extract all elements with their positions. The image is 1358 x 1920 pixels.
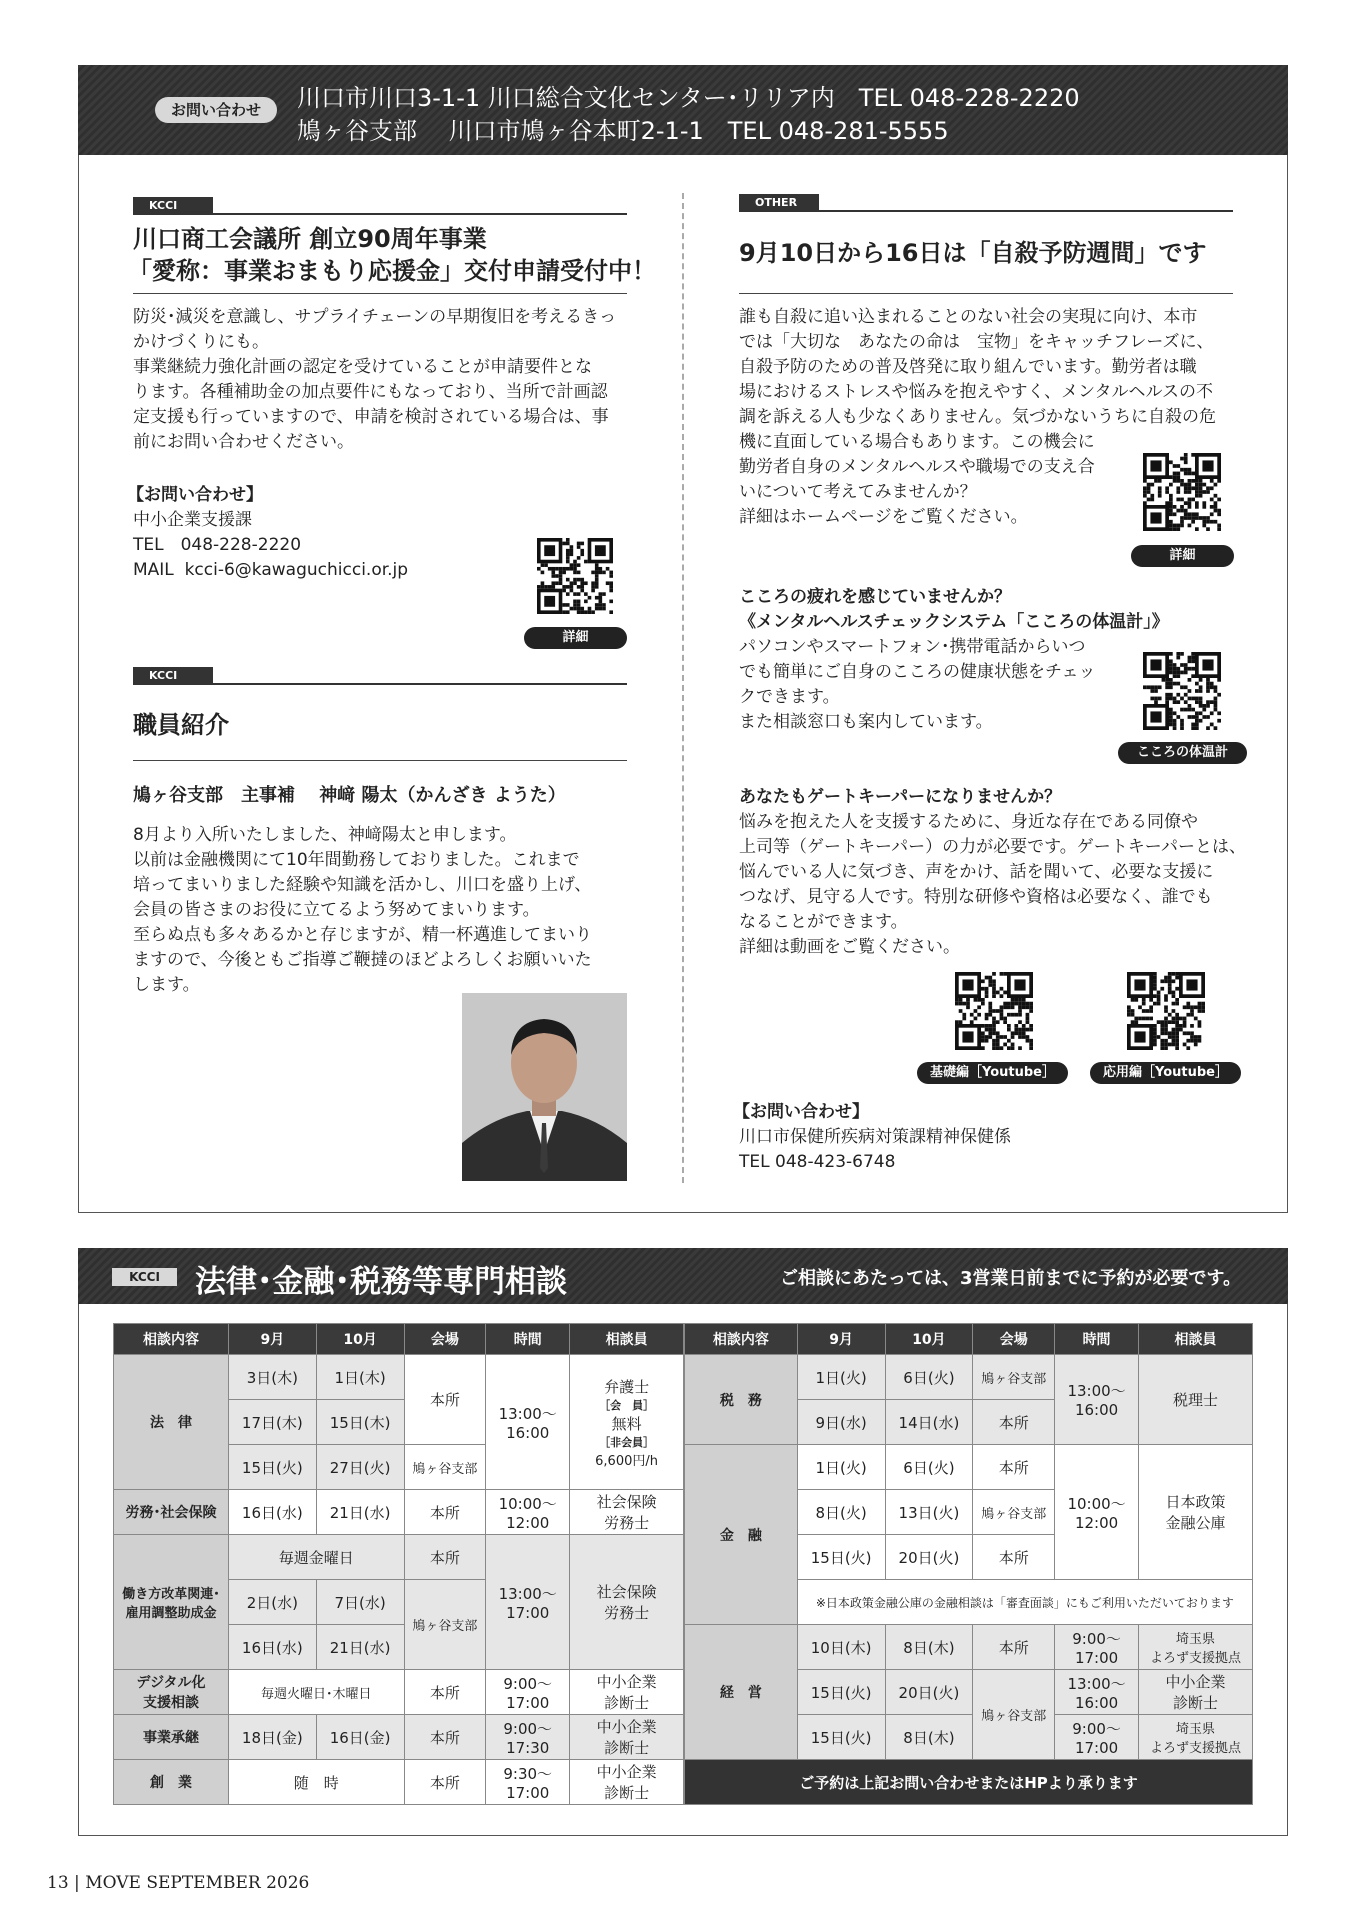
date-cell: 2日(水) — [228, 1580, 316, 1625]
col-header: 相談内容 — [114, 1324, 229, 1355]
date-cell: 15日(火) — [797, 1715, 885, 1760]
venue-cell: 本所 — [973, 1445, 1055, 1490]
consult-table-right — [684, 1323, 1253, 1805]
inquiry-mail[interactable]: MAIL kcci-6@kawaguchicci.or.jp — [133, 560, 409, 580]
staff-body: 8月より入所いたしました、神﨑陽太と申します。 以前は金融機関にて10年間勤務しておりました。これまで 培ってまいりました経験や知識を活かし、川口を盛り上げ、 会員の皆さまのお役に立てるよう努めてまいります。 至らぬ点も多々あるかと存じますが、精一杯邁進してまいり ますので、今後ともご指導ご鞭撻のほどよろしくお願いいた します。 — [133, 825, 592, 995]
staff-cell: 社会保険 労務士 — [570, 1535, 684, 1670]
page-footer — [47, 1873, 309, 1893]
category-management: 経 営 — [685, 1625, 798, 1760]
col-header: 時間 — [1055, 1324, 1139, 1355]
venue-cell: 鳩ヶ谷支部 — [404, 1580, 486, 1670]
section-body: 誰も自殺に追い込まれることのない社会の実現に向け、本市 では「大切な あなたの命は 宝物」をキャッチフレーズに、 自殺予防のための普及啓発に取り組んでいます。勤労者は職 場におけるストレスや悩みを抱えやすく、メンタルヘルスの不 調を訴える人も少なくありません。気づかないうちに自殺の危 機に直面している場合もあります。この機会に 勤労者自身のメンタルヘルスや職場での支え合 いについて考えてみませんか？ 詳細はホームページをご覧ください。 — [739, 307, 1217, 527]
inquiry-dept: 川口市保健所疾病対策課精神保健係 — [739, 1127, 1011, 1147]
time-cell: 13:00～ 16:00 — [1055, 1355, 1139, 1445]
staff-nonmember-label: ［非会員］ — [599, 1435, 655, 1449]
kcci-tag: KCCI — [112, 1268, 177, 1286]
date-cell: 27日(火) — [316, 1445, 404, 1490]
category-succession: 事業承継 — [114, 1715, 229, 1760]
inquiry-tel: TEL 048-228-2220 — [133, 535, 302, 555]
staff-cell: 税理士 — [1139, 1355, 1253, 1445]
date-cell: 6日(火) — [885, 1445, 973, 1490]
date-cell: 8日(木) — [885, 1715, 973, 1760]
date-cell: 16日(金) — [316, 1715, 404, 1760]
tag-rule — [133, 683, 627, 685]
col-header: 9月 — [797, 1324, 885, 1355]
youtube-basic-button[interactable]: 基礎編［Youtube］ — [917, 1062, 1068, 1084]
date-cell: 9日(水) — [797, 1400, 885, 1445]
staff-portrait — [462, 993, 627, 1181]
subsection-title: こころの疲れを感じていませんか？ — [739, 587, 1011, 607]
date-cell: 15日(火) — [797, 1670, 885, 1715]
venue-cell: 本所 — [973, 1625, 1055, 1670]
staff-cell — [570, 1355, 684, 1490]
time-cell: 9:00～ 17:00 — [486, 1670, 570, 1715]
time-cell: 9:30～ 17:00 — [486, 1760, 570, 1805]
inquiry-heading: 【お問い合わせ】 — [127, 485, 263, 505]
detail-button[interactable]: 詳細 — [524, 627, 627, 649]
subsection-body: パソコンやスマートフォン･携帯電話からいつ でも簡単にご自身のこころの健康状態をチェッ クできます。 また相談窓口も案内しています。 — [739, 637, 1096, 732]
staff-nonmember-fee: 6,600円/h — [595, 1453, 658, 1469]
category-reform: 働き方改革関連･ 雇用調整助成金 — [114, 1535, 229, 1670]
venue-cell: 本所 — [404, 1355, 486, 1445]
title-rule — [739, 293, 1233, 294]
venue-cell: 鳩ヶ谷支部 — [404, 1445, 486, 1490]
date-cell: 13日(火) — [885, 1490, 973, 1535]
subsection-title: あなたもゲートキーパーになりませんか？ — [739, 787, 1062, 807]
time-cell: 9:00～ 17:00 — [1055, 1625, 1139, 1670]
section-title: 川口商工会議所 創立90周年事業 — [133, 225, 487, 253]
date-cell: 7日(水) — [316, 1580, 404, 1625]
col-header: 相談員 — [570, 1324, 684, 1355]
col-header: 相談内容 — [685, 1324, 798, 1355]
category-tax: 税 務 — [685, 1355, 798, 1445]
contact-line-2: 鳩ヶ谷支部 川口市鳩ヶ谷本町2-1-1 TEL 048-281-5555 — [297, 117, 949, 145]
date-cell: 6日(火) — [885, 1355, 973, 1400]
date-cell: 16日(水) — [228, 1625, 316, 1670]
staff-cell: 埼玉県 よろず支援拠点 — [1139, 1625, 1253, 1670]
section-title: 9月10日から16日は「自殺予防週間」です — [739, 239, 1207, 267]
title-rule — [133, 760, 627, 761]
date-cell: 15日(火) — [797, 1535, 885, 1580]
contact-line-1: 川口市川口3-1-1 川口総合文化センター･リリア内 TEL 048-228-2220 — [297, 84, 1080, 112]
venue-cell: 鳩ヶ谷支部 — [973, 1670, 1055, 1760]
date-cell: 18日(金) — [228, 1715, 316, 1760]
consult-title: 法律･金融･税務等専門相談 — [195, 1264, 567, 1300]
date-cell: 毎週火曜日･木曜日 — [228, 1670, 404, 1715]
staff-name: 鳩ヶ谷支部 主事補 神﨑 陽太（かんざき ようた） — [133, 785, 566, 806]
date-cell: 8日(木) — [885, 1625, 973, 1670]
category-startup: 創 業 — [114, 1760, 229, 1805]
staff-photo — [462, 993, 627, 1181]
date-cell: 3日(木) — [228, 1355, 316, 1400]
venue-cell: 本所 — [404, 1490, 486, 1535]
venue-cell: 本所 — [973, 1400, 1055, 1445]
qr-code[interactable] — [1127, 972, 1205, 1050]
date-cell: 15日(木) — [316, 1400, 404, 1445]
venue-cell: 鳩ヶ谷支部 — [973, 1490, 1055, 1535]
footer-separator: | — [74, 1873, 80, 1893]
date-cell: 16日(水) — [228, 1490, 316, 1535]
page-number: 13 — [47, 1873, 69, 1893]
contact-pill: お問い合わせ — [155, 97, 277, 123]
time-cell: 13:00～ 17:00 — [486, 1535, 570, 1670]
other-tag: OTHER — [739, 194, 819, 211]
time-cell: 9:00～ 17:00 — [1055, 1715, 1139, 1760]
staff-cell: 日本政策 金融公庫 — [1139, 1445, 1253, 1580]
date-cell: 1日(火) — [797, 1445, 885, 1490]
venue-cell: 本所 — [973, 1535, 1055, 1580]
date-cell: 20日(火) — [885, 1535, 973, 1580]
col-header: 10月 — [316, 1324, 404, 1355]
col-header: 会場 — [973, 1324, 1055, 1355]
date-cell: 8日(火) — [797, 1490, 885, 1535]
date-cell: 14日(水) — [885, 1400, 973, 1445]
qr-code[interactable] — [955, 972, 1033, 1050]
col-header: 相談員 — [1139, 1324, 1253, 1355]
staff-member-fee: 無料 — [611, 1414, 642, 1433]
time-cell: 9:00～ 17:30 — [486, 1715, 570, 1760]
kcci-tag: KCCI — [133, 197, 213, 214]
staff-member-label: ［会 員］ — [599, 1398, 655, 1412]
section-title-2: 「愛称：事業おまもり応援金」交付申請受付中！ — [128, 257, 656, 285]
staff-cell: 中小企業 診断士 — [1139, 1670, 1253, 1715]
staff-cell: 中小企業 診断士 — [570, 1760, 684, 1805]
qr-code[interactable] — [537, 538, 613, 614]
staff-cell: 中小企業 診断士 — [570, 1670, 684, 1715]
date-cell: 随 時 — [228, 1760, 404, 1805]
category-finance: 金 融 — [685, 1445, 798, 1625]
time-cell: 13:00～ 16:00 — [486, 1355, 570, 1490]
staff-lawyer: 弁護士 — [604, 1377, 650, 1396]
date-cell: 21日(水) — [316, 1625, 404, 1670]
inquiry-heading: 【お問い合わせ】 — [733, 1102, 869, 1122]
col-header: 時間 — [486, 1324, 570, 1355]
inquiry-dept: 中小企業支援課 — [133, 510, 252, 530]
kcci-tag: KCCI — [133, 667, 213, 684]
youtube-advanced-button[interactable]: 応用編［Youtube］ — [1090, 1062, 1241, 1084]
date-cell: 17日(木) — [228, 1400, 316, 1445]
inquiry-tel: TEL 048-423-6748 — [739, 1152, 896, 1172]
time-cell: 10:00～ 12:00 — [1055, 1445, 1139, 1580]
qr-code[interactable] — [1143, 453, 1221, 531]
subsection-title-2: 《メンタルヘルスチェックシステム「こころの体温計」》 — [739, 612, 1169, 632]
magazine-name: MOVE SEPTEMBER 2026 — [85, 1873, 310, 1893]
staff-cell: 中小企業 診断士 — [570, 1715, 684, 1760]
date-cell: 15日(火) — [228, 1445, 316, 1490]
tag-rule — [739, 210, 1233, 212]
col-header: 9月 — [228, 1324, 316, 1355]
time-cell: 13:00～ 16:00 — [1055, 1670, 1139, 1715]
qr-code[interactable] — [1143, 652, 1221, 730]
venue-cell: 本所 — [404, 1670, 486, 1715]
date-cell: 1日(木) — [316, 1355, 404, 1400]
category-labor: 労務･社会保険 — [114, 1490, 229, 1535]
reservation-note: ご予約は上記お問い合わせまたはHPより承ります — [685, 1760, 1253, 1805]
kokoro-button[interactable]: こころの体温計 — [1118, 742, 1247, 764]
staff-cell: 埼玉県 よろず支援拠点 — [1139, 1715, 1253, 1760]
venue-cell: 本所 — [404, 1760, 486, 1805]
subsection-body: 悩みを抱えた人を支援するために、身近な存在である同僚や 上司等（ゲートキーパー）の力が必要です。ゲートキーパーとは、 悩んでいる人に気づき、声をかけ、話を聞いて、必要な支援に つなげ、見守る人です。特別な研修や資格は必要なく、誰でも なることができます。 詳細は動画をご覧ください。 — [739, 812, 1246, 957]
staff-title: 職員紹介 — [133, 711, 229, 739]
date-cell: 1日(火) — [797, 1355, 885, 1400]
category-law: 法 律 — [114, 1355, 229, 1490]
date-cell: 20日(火) — [885, 1670, 973, 1715]
venue-cell: 鳩ヶ谷支部 — [973, 1355, 1055, 1400]
finance-note: ※日本政策金融公庫の金融相談は「審査面談」にもご利用いただいております — [797, 1580, 1252, 1625]
tag-rule — [133, 213, 627, 215]
venue-cell: 本所 — [404, 1535, 486, 1580]
consult-table-left — [113, 1323, 684, 1805]
date-cell: 21日(水) — [316, 1490, 404, 1535]
col-header: 会場 — [404, 1324, 486, 1355]
detail-button[interactable]: 詳細 — [1131, 545, 1234, 567]
time-cell: 10:00～ 12:00 — [486, 1490, 570, 1535]
category-digital: デジタル化 支援相談 — [114, 1670, 229, 1715]
col-header: 10月 — [885, 1324, 973, 1355]
staff-cell: 社会保険 労務士 — [570, 1490, 684, 1535]
date-cell: 毎週金曜日 — [228, 1535, 404, 1580]
section-body: 防災･減災を意識し、サプライチェーンの早期復旧を考えるきっ かけづくりにも。 事業継続力強化計画の認定を受けていることが申請要件とな ります。各種補助金の加点要件にもなっており、当所で計画認 定支援も行っていますので、申請を検討されている場合は、事 前にお問い合わせください。 — [133, 307, 617, 452]
title-rule — [133, 293, 627, 294]
column-divider — [682, 193, 684, 1183]
venue-cell: 本所 — [404, 1715, 486, 1760]
date-cell: 10日(木) — [797, 1625, 885, 1670]
consult-note: ご相談にあたっては、3営業日前までに予約が必要です。 — [780, 1268, 1242, 1289]
